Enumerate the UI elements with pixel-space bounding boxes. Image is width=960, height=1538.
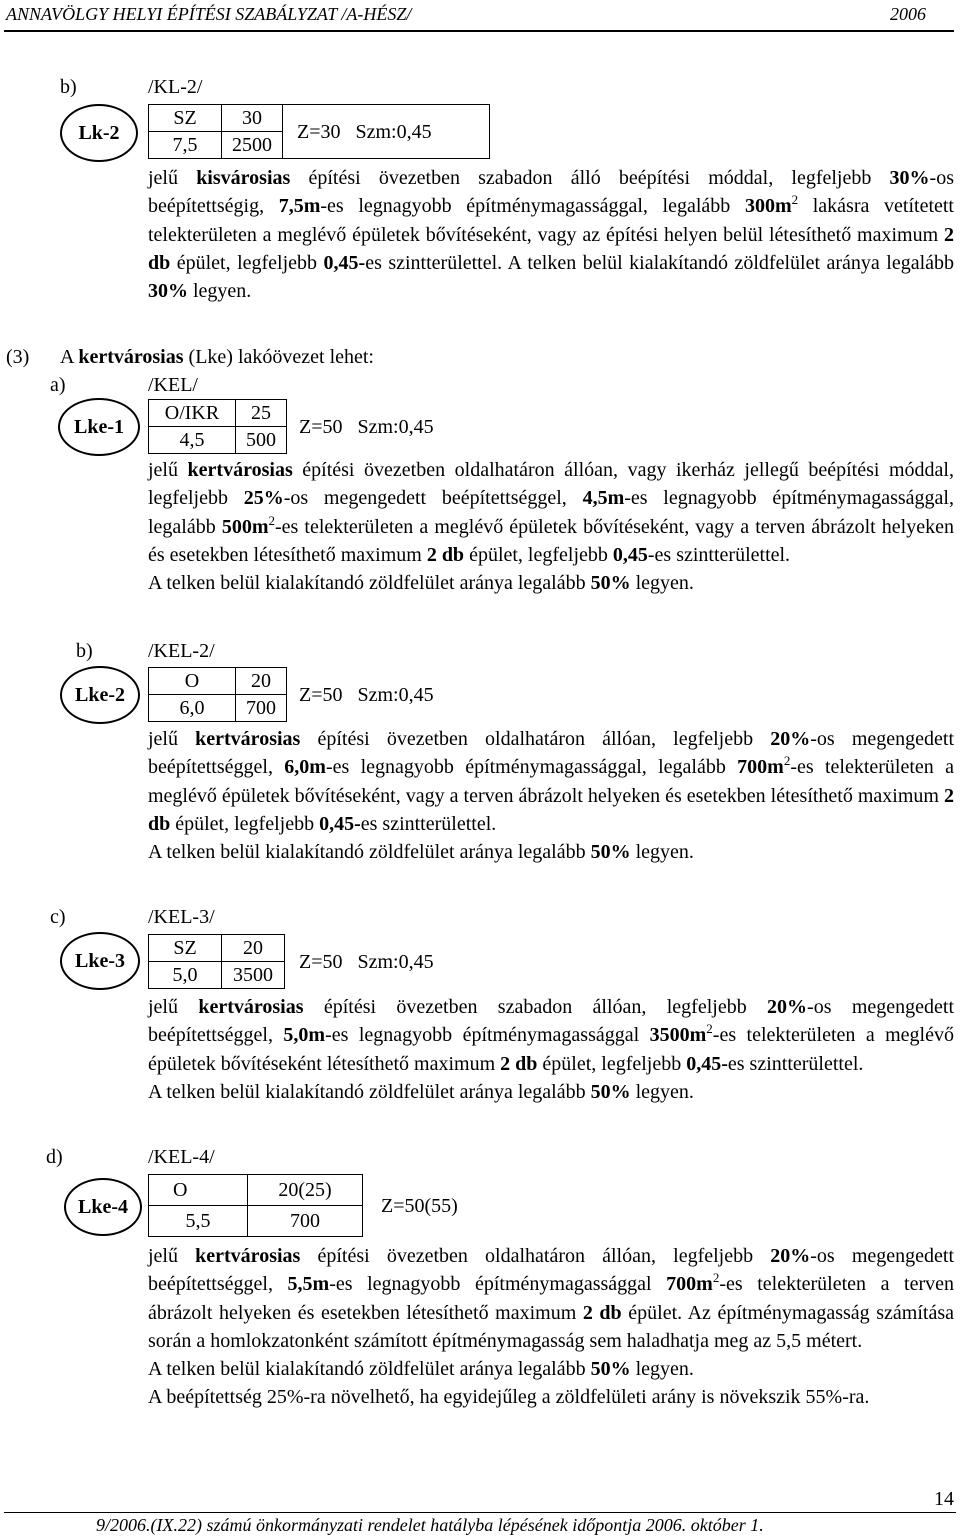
table-cell: 500: [236, 427, 287, 454]
zone-oval-lke3: Lke-3: [60, 932, 140, 990]
table-cell: 700: [248, 1206, 363, 1237]
zone-table-lke3: [148, 934, 489, 989]
superscript: 2: [791, 192, 799, 208]
z-value: Z=30: [297, 120, 341, 143]
zone-oval-lk2: Lk-2: [60, 104, 138, 162]
table-cell: 5,0: [149, 962, 222, 989]
paragraph-lk2: [148, 164, 954, 305]
paragraph-lke4: [148, 1242, 954, 1412]
bold-text: 300m: [744, 195, 792, 218]
szm-value: Szm:0,45: [357, 950, 434, 973]
text: legyen.: [630, 841, 694, 864]
document-title: ANNAVÖLGY HELYI ÉPÍTÉSI SZABÁLYZAT /A-HÉSZ/: [6, 4, 412, 24]
header-rule: [4, 30, 954, 32]
zone-code-lke1: /KEL/: [148, 374, 198, 396]
item-letter-lke3: c): [50, 906, 66, 928]
table-cell: 3500: [222, 962, 285, 989]
table-cell: [283, 105, 490, 159]
bold-text: 20%: [767, 996, 808, 1018]
text: legyen.: [188, 280, 252, 303]
text: -os megengedett beépítettséggel,: [283, 487, 583, 510]
text: A telken belül kialakítandó zöldfelület aránya legalább: [148, 1358, 591, 1381]
text: épület. Az építménymagasság számítása során a homlokzatonként számított építménymagasság sem haladhatja meg az 5,5 métert.: [148, 1301, 954, 1352]
table-cell: 700: [236, 695, 287, 722]
z-value: Z=50(55): [381, 1194, 458, 1217]
zone-table-lk2: [148, 104, 490, 159]
text: legyen.: [630, 572, 694, 595]
text: épület, legfeljebb: [170, 251, 324, 274]
table-cell: [285, 935, 490, 989]
bold-text: 50%: [590, 841, 631, 864]
superscript: 2: [706, 1021, 713, 1037]
zone-code-lke3: /KEL-3/: [148, 906, 215, 928]
bold-text: 5,5m: [287, 1273, 330, 1296]
bold-text: 2 db: [582, 1301, 622, 1324]
text: -es legnagyobb építménymagassággal, legalább: [325, 756, 738, 779]
bold-text: kertvárosias: [187, 459, 293, 481]
footer-text: 9/2006.(IX.22) számú önkormányzati rendelet hatályba lépésének időpontja 2006. október 1.: [96, 1515, 764, 1535]
text: építési övezetben oldalhatáron állóan, legfeljebb: [300, 728, 771, 750]
table-cell: SZ: [149, 105, 222, 132]
table-cell: O/IKR: [149, 400, 236, 427]
text: -es legnagyobb építménymagassággal: [329, 1273, 667, 1296]
item-letter-lk2: b): [60, 76, 77, 98]
bold-text: 30%: [889, 167, 930, 189]
bold-text: 2 db: [148, 223, 954, 274]
bold-text: 2 db: [426, 543, 465, 566]
text: lakásra vetítetett telekterületen a meglévő épületek bővítéseként, vagy az építési helyen belül létesíthető maximum: [148, 195, 954, 246]
bold-text: 6,0m: [284, 756, 326, 779]
table-cell: 5,5: [149, 1206, 248, 1237]
table-cell: [363, 1175, 502, 1237]
bold-text: 4,5m: [582, 487, 625, 510]
table-cell: 2500: [222, 132, 283, 159]
text: A beépítettség 25%-ra növelhető, ha egyidejűleg a zöldfelületi arány is növekszik 55%-ra.: [148, 1386, 870, 1409]
bold-text: 20%: [770, 728, 811, 750]
bold-text: 20%: [770, 1245, 811, 1267]
bold-text: 0,45-: [319, 812, 361, 835]
text: -os megengedett beépítettséggel,: [148, 996, 955, 1047]
z-value: Z=50: [299, 950, 343, 973]
bold-text: 25%: [243, 487, 284, 510]
bold-text: 700m: [666, 1273, 713, 1296]
zone-code-lke4: /KEL-4/: [148, 1146, 215, 1168]
superscript: 2: [712, 1270, 720, 1286]
text: -es legnagyobb építménymagassággal, legalább: [320, 195, 745, 218]
text: építési övezetben szabadon állóan, legfeljebb: [303, 996, 768, 1018]
text: -es szintterülettel.: [647, 543, 791, 566]
bold-text: 2 db: [500, 1052, 538, 1075]
superscript: 2: [268, 512, 276, 528]
bold-text: 2 db: [148, 784, 954, 835]
text: -es legnagyobb építménymagassággal: [325, 1024, 650, 1047]
bold-text: 500m: [221, 515, 269, 538]
bold-text: 30%: [148, 280, 188, 303]
text: építési övezetben oldalhatáron állóan, vagy ikerház jellegű beépítési móddal, legfeljebb: [148, 459, 954, 510]
text: építési övezetben oldalhatáron állóan, legfeljebb: [300, 1245, 771, 1267]
bold-text: kertvárosias: [195, 1245, 301, 1267]
zone-code-lke2: /KEL-2/: [148, 640, 215, 662]
zone-table-lke1: [148, 399, 489, 454]
zone-oval-lke1: Lke-1: [58, 398, 140, 456]
bold-text: 0,45: [612, 543, 648, 566]
section-heading: A kertvárosias (Lke) lakóövezet lehet:: [60, 346, 374, 368]
text: építési övezetben szabadon álló beépítési móddal, legfeljebb: [290, 167, 890, 189]
text: legyen.: [630, 1080, 694, 1103]
bold-text: kertvárosias: [195, 728, 301, 750]
section-number: (3): [6, 346, 30, 368]
bold-text: 700m: [737, 756, 784, 779]
text: jelű: [148, 996, 199, 1018]
item-letter-lke1: a): [50, 374, 66, 396]
bold-text: 50%: [590, 572, 631, 595]
text: épület, legfeljebb: [170, 812, 320, 835]
text: -os beépítettségig,: [148, 167, 954, 218]
text: -es telekterületen a meglévő épületek bővítéseként, vagy a terven ábrázolt helyeken és esetekben létesíthető maximum: [148, 756, 954, 807]
bold-text: kertvárosias: [198, 996, 304, 1018]
text: jelű: [148, 167, 197, 189]
text: -os megengedett beépítettséggel,: [148, 728, 954, 779]
zone-table-lke2: [148, 667, 489, 722]
footer-rule: [4, 1512, 956, 1513]
text: A telken belül kialakítandó zöldfelület aránya legalább: [148, 1080, 591, 1103]
text: legyen.: [630, 1358, 694, 1381]
table-cell: 20(25): [248, 1175, 363, 1206]
bold-text: 3500m: [649, 1024, 707, 1047]
document-year: 2006: [890, 4, 926, 24]
text: A telken belül kialakítandó zöldfelület aránya legalább: [148, 572, 591, 595]
z-value: Z=50: [299, 683, 343, 706]
table-cell: 20: [222, 935, 285, 962]
superscript: 2: [783, 753, 791, 769]
table-cell: O: [149, 668, 236, 695]
szm-value: Szm:0,45: [357, 415, 434, 438]
zone-oval-lke2: Lke-2: [60, 666, 140, 724]
table-cell: O: [149, 1175, 248, 1206]
table-cell: 4,5: [149, 427, 236, 454]
item-letter-lke2: b): [76, 640, 93, 662]
szm-value: Szm:0,45: [357, 683, 434, 706]
text: épület, legfeljebb: [464, 543, 613, 566]
text: jelű: [148, 1245, 196, 1267]
table-cell: 6,0: [149, 695, 236, 722]
page-number: 14: [934, 1488, 954, 1510]
paragraph-lke3: [148, 993, 954, 1106]
table-cell: 7,5: [149, 132, 222, 159]
text: es szintterülettel. A telken belül kialakítandó zöldfelület aránya legalább: [365, 251, 955, 274]
item-letter-lke4: d): [46, 1146, 63, 1168]
text: es szintterülettel.: [727, 1052, 864, 1075]
text: es szintterülettel.: [360, 812, 497, 835]
bold-text: 50%: [590, 1358, 631, 1381]
table-cell: [287, 668, 490, 722]
text: -es telekterületen a meglévő épületek bővítéseként, vagy a terven ábrázolt helyeken és esetekben létesíthető maximum: [148, 515, 954, 566]
table-cell: 25: [236, 400, 287, 427]
table-cell: 30: [222, 105, 283, 132]
table-cell: [287, 400, 490, 454]
table-cell: 20: [236, 668, 287, 695]
z-value: Z=50: [299, 415, 343, 438]
table-cell: SZ: [149, 935, 222, 962]
paragraph-lke1: [148, 456, 954, 597]
text: -es telekterületen a terven ábrázolt helyeken és esetekben létesíthető maximum: [148, 1273, 955, 1324]
bold-text: 5,0m: [283, 1024, 326, 1047]
szm-value: Szm:0,45: [355, 120, 432, 143]
zone-code-lk2: /KL-2/: [148, 76, 203, 98]
paragraph-lke2: [148, 725, 954, 866]
text: -os megengedett beépítettséggel,: [148, 1245, 954, 1296]
text: épület, legfeljebb: [537, 1052, 687, 1075]
text: jelű: [148, 728, 196, 750]
zone-table-lke4: [148, 1174, 501, 1237]
bold-text: 7,5m: [278, 195, 321, 218]
text: -es legnagyobb építménymagassággal, legalább: [148, 487, 954, 538]
text: -es telekterületen a meglévő épületek bővítéseként létesíthető maximum: [148, 1024, 954, 1075]
zone-oval-lke4: Lke-4: [64, 1178, 142, 1236]
text: A telken belül kialakítandó zöldfelület aránya legalább: [148, 841, 591, 864]
bold-text: 0,45-: [686, 1052, 728, 1075]
bold-text: 0,45-: [323, 251, 366, 274]
bold-text: kisvárosias: [196, 167, 291, 189]
bold-text: 50%: [590, 1080, 631, 1103]
text: jelű: [148, 459, 188, 481]
